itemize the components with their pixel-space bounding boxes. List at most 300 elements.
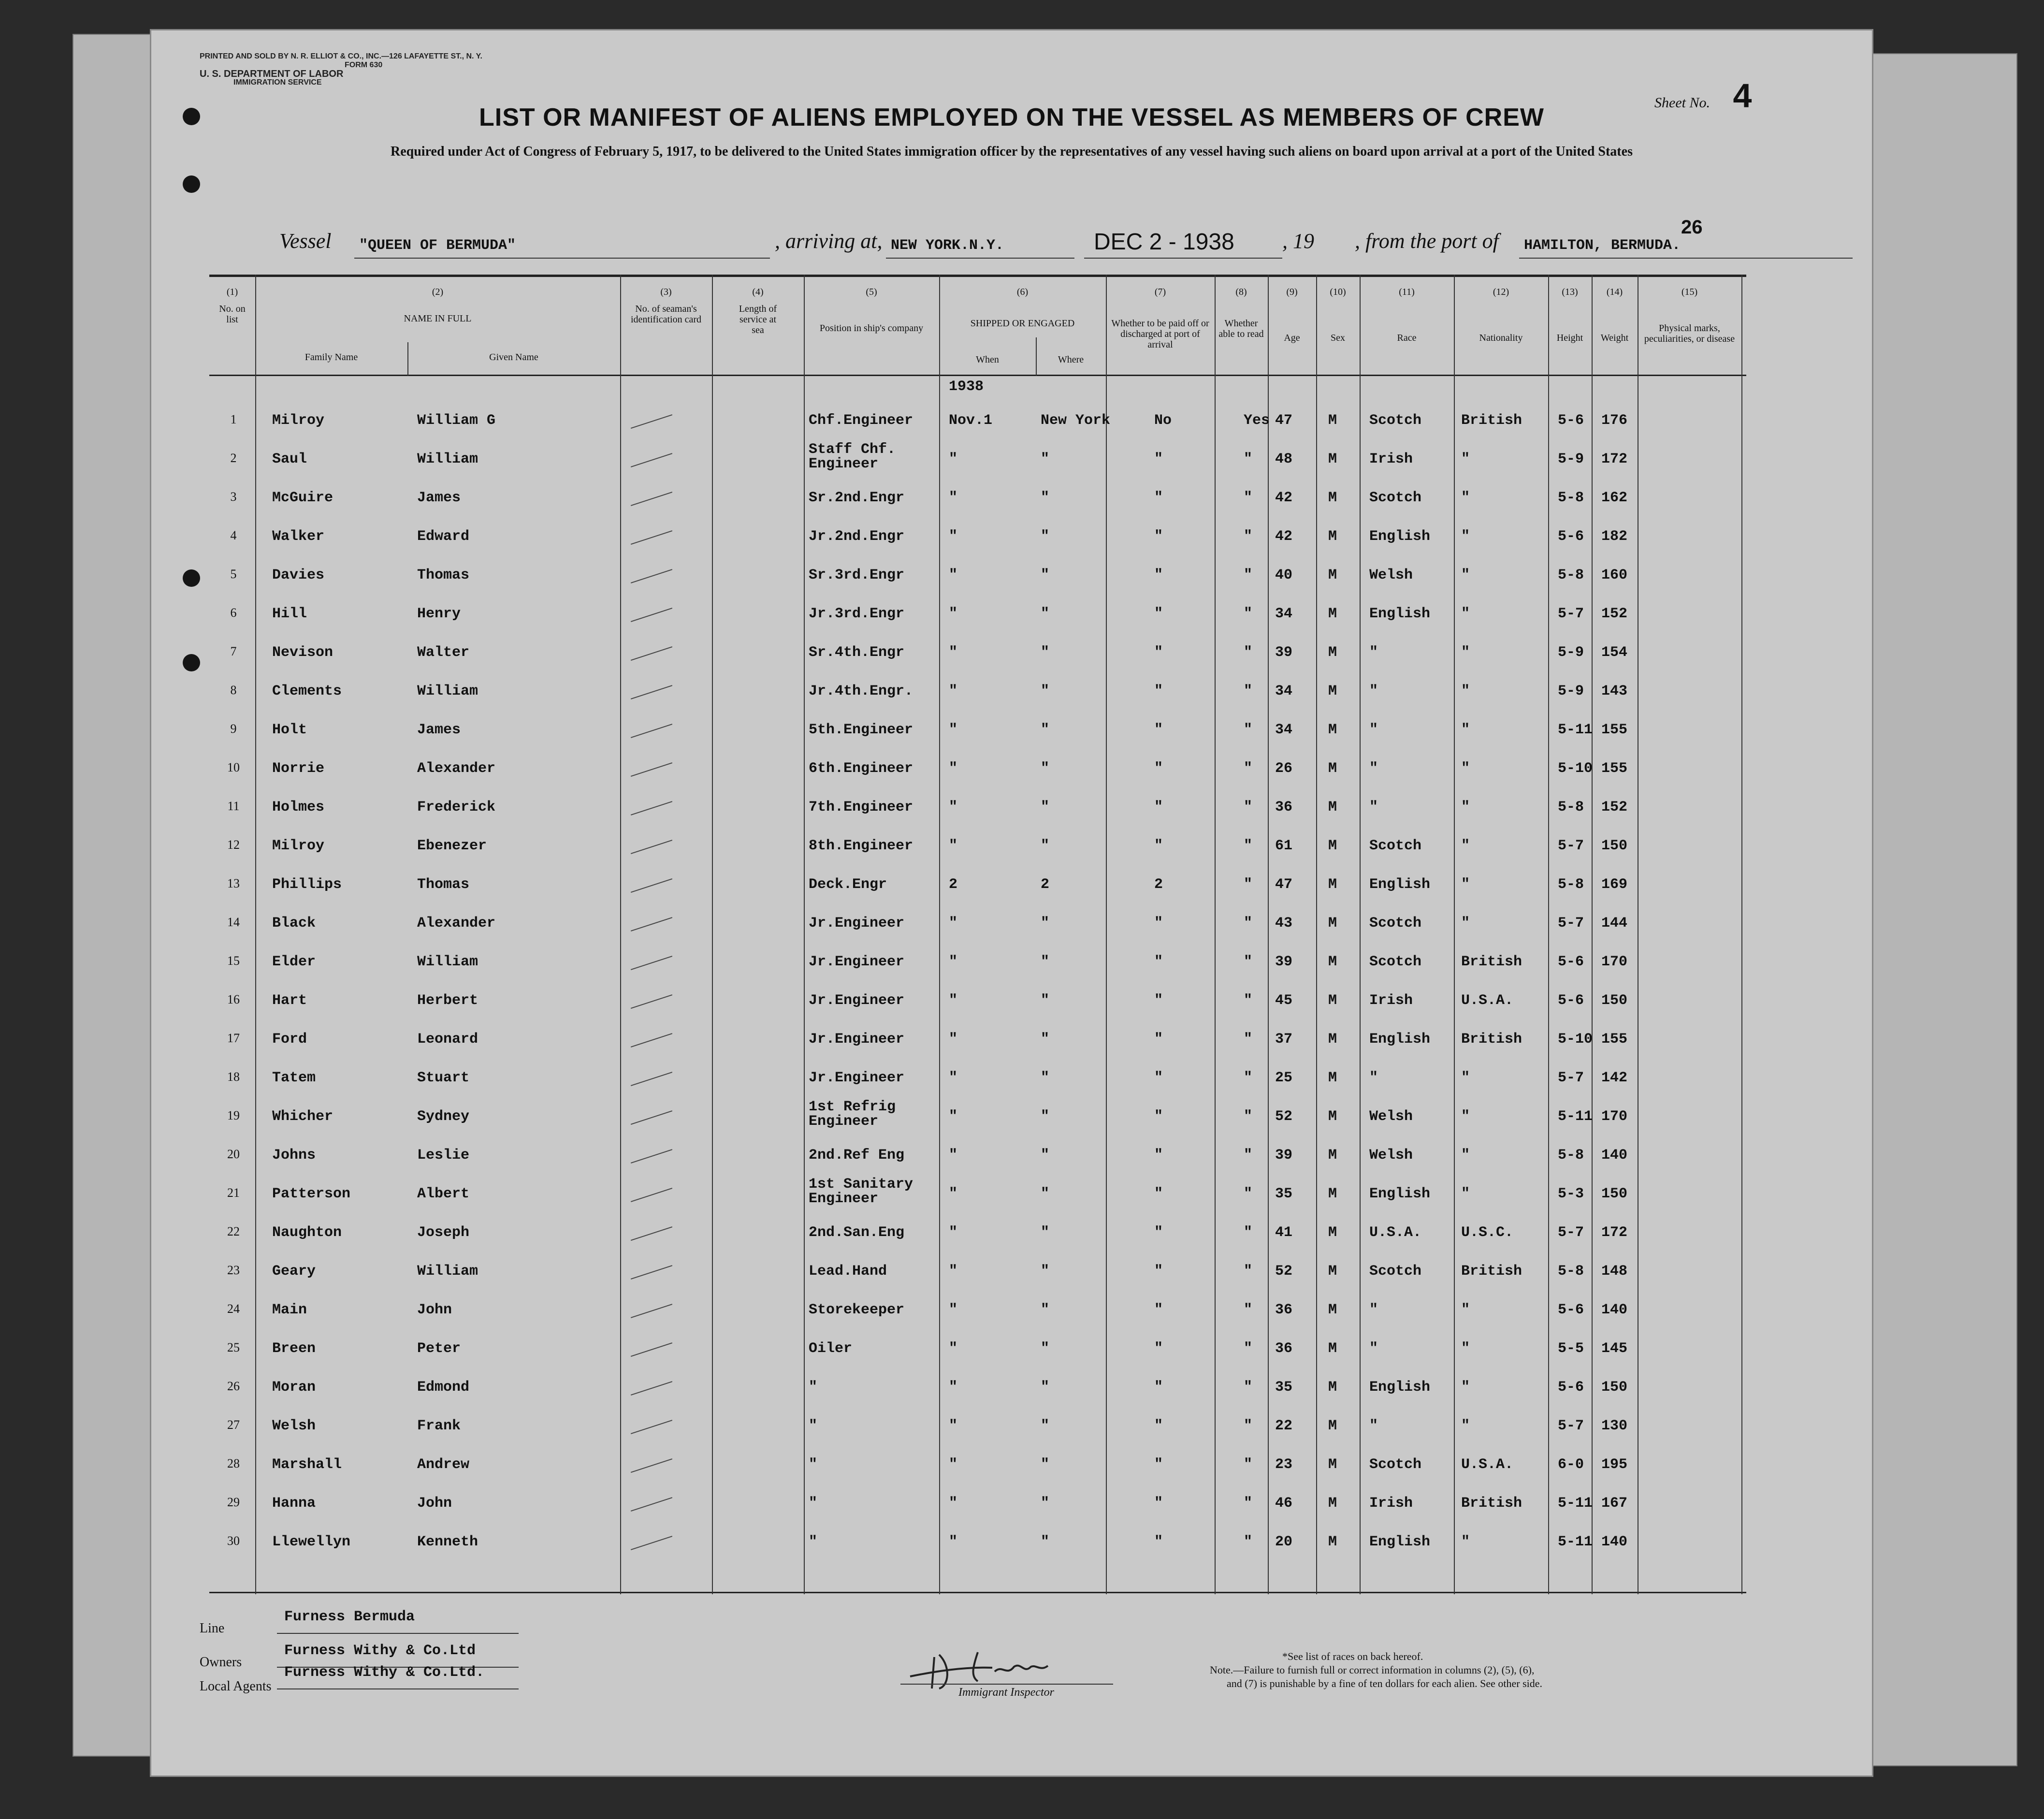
given-name: James xyxy=(417,490,461,506)
punch-hole xyxy=(183,654,200,671)
vessel-name: "QUEEN OF BERMUDA" xyxy=(359,237,516,254)
form-number: FORM 630 xyxy=(345,61,383,69)
race: Scotch xyxy=(1369,954,1422,970)
given-name: Albert xyxy=(417,1186,470,1202)
table-row xyxy=(209,1099,1746,1137)
weight: 172 xyxy=(1601,1224,1628,1241)
able-to-read: " xyxy=(1244,567,1253,583)
weight: 148 xyxy=(1601,1263,1628,1280)
position: 1st Refrig Engineer xyxy=(809,1099,896,1130)
race: Scotch xyxy=(1369,838,1422,854)
family-name: Davies xyxy=(272,567,325,583)
col3-header: No. of seaman's identification card xyxy=(630,304,702,325)
sex: M xyxy=(1328,644,1337,661)
position: Jr.2nd.Engr xyxy=(809,528,905,545)
shipped-where: " xyxy=(1041,1534,1050,1550)
nationality: British xyxy=(1461,412,1522,429)
weight: 145 xyxy=(1601,1340,1628,1357)
row-number: 15 xyxy=(227,954,240,968)
row-number: 25 xyxy=(227,1340,240,1354)
col12-header: Nationality xyxy=(1479,333,1523,343)
age: 42 xyxy=(1275,490,1293,506)
position: Deck.Engr xyxy=(809,876,887,893)
paid-off: " xyxy=(1154,1224,1163,1241)
given-name: William xyxy=(417,954,478,970)
table-row xyxy=(209,828,1746,867)
card-checkmark xyxy=(631,878,672,893)
paid-off: " xyxy=(1154,799,1163,815)
age: 42 xyxy=(1275,528,1293,545)
paid-off: " xyxy=(1154,1379,1163,1396)
sex: M xyxy=(1328,1186,1337,1202)
able-to-read: " xyxy=(1244,992,1253,1009)
sex: M xyxy=(1328,1340,1337,1357)
nationality: " xyxy=(1461,1070,1470,1086)
height: 5-7 xyxy=(1558,915,1584,931)
card-checkmark xyxy=(631,1342,672,1357)
col13-number: (13) xyxy=(1562,287,1578,297)
table-row xyxy=(209,944,1746,983)
shipped-where: " xyxy=(1041,1070,1050,1086)
paid-off: " xyxy=(1154,915,1163,931)
given-name: Thomas xyxy=(417,876,470,893)
weight: 170 xyxy=(1601,954,1628,970)
family-name: Llewellyn xyxy=(272,1534,351,1550)
weight: 172 xyxy=(1601,451,1628,467)
col11-number: (11) xyxy=(1399,287,1415,297)
position: Jr.Engineer xyxy=(809,992,905,1009)
signature-line xyxy=(900,1684,1113,1685)
family-name: Nevison xyxy=(272,644,333,661)
paid-off: " xyxy=(1154,528,1163,545)
sex: M xyxy=(1328,567,1337,583)
row-number: 4 xyxy=(230,528,237,542)
weight: 162 xyxy=(1601,490,1628,506)
given-name: Thomas xyxy=(417,567,470,583)
sex: M xyxy=(1328,722,1337,738)
shipped-when: " xyxy=(949,1108,958,1125)
race: Scotch xyxy=(1369,490,1422,506)
sex: M xyxy=(1328,1224,1337,1241)
nationality: " xyxy=(1461,1340,1470,1357)
shipped-when: " xyxy=(949,1263,958,1280)
row-number: 6 xyxy=(230,606,237,620)
able-to-read: " xyxy=(1244,1147,1253,1164)
race: Scotch xyxy=(1369,915,1422,931)
underline xyxy=(277,1633,519,1634)
sex: M xyxy=(1328,1456,1337,1473)
able-to-read: " xyxy=(1244,1456,1253,1473)
able-to-read: " xyxy=(1244,1418,1253,1434)
able-to-read: " xyxy=(1244,644,1253,661)
card-checkmark xyxy=(631,1420,672,1434)
card-checkmark xyxy=(631,840,672,854)
able-to-read: " xyxy=(1244,1340,1253,1357)
family-name: Breen xyxy=(272,1340,316,1357)
able-to-read: " xyxy=(1244,954,1253,970)
position: " xyxy=(809,1379,818,1396)
shipped-when: " xyxy=(949,1456,958,1473)
position: Jr.Engineer xyxy=(809,915,905,931)
shipped-where: " xyxy=(1041,915,1050,931)
card-checkmark xyxy=(631,646,672,661)
line-value: Furness Bermuda xyxy=(284,1609,415,1625)
crew-table xyxy=(209,275,1746,1594)
underline xyxy=(1084,258,1282,259)
able-to-read: " xyxy=(1244,1224,1253,1241)
col8-number: (8) xyxy=(1235,287,1247,297)
card-checkmark xyxy=(631,530,672,545)
table-row xyxy=(209,1447,1746,1485)
able-to-read: " xyxy=(1244,760,1253,777)
col14-header: Weight xyxy=(1600,333,1629,343)
row-number: 19 xyxy=(227,1108,240,1122)
table-row xyxy=(209,635,1746,673)
paid-off: " xyxy=(1154,1340,1163,1357)
col7-number: (7) xyxy=(1154,287,1166,297)
family-name: Johns xyxy=(272,1147,316,1164)
table-row xyxy=(209,867,1746,905)
race: English xyxy=(1369,876,1431,893)
row-number: 5 xyxy=(230,567,237,581)
weight: 160 xyxy=(1601,567,1628,583)
age: 35 xyxy=(1275,1186,1293,1202)
nationality: British xyxy=(1461,954,1522,970)
card-checkmark xyxy=(631,1536,672,1550)
race: Scotch xyxy=(1369,412,1422,429)
position: " xyxy=(809,1456,818,1473)
given-name: Henry xyxy=(417,606,461,622)
table-row xyxy=(209,1021,1746,1060)
height: 5-10 xyxy=(1558,760,1593,777)
paid-off: " xyxy=(1154,954,1163,970)
vessel-line xyxy=(151,229,1872,258)
weight: 150 xyxy=(1601,992,1628,1009)
table-row xyxy=(209,1253,1746,1292)
table-row xyxy=(209,1524,1746,1563)
card-checkmark xyxy=(631,608,672,622)
col5-header: Position in ship's company xyxy=(819,323,924,334)
weight: 167 xyxy=(1601,1495,1628,1512)
race: U.S.A. xyxy=(1369,1224,1422,1241)
shipped-where: New York xyxy=(1041,412,1111,429)
card-checkmark xyxy=(631,762,672,777)
paid-off: " xyxy=(1154,644,1163,661)
nationality: U.S.A. xyxy=(1461,1456,1514,1473)
shipped-where: " xyxy=(1041,1495,1050,1512)
sex: M xyxy=(1328,1302,1337,1318)
family-name: Walker xyxy=(272,528,325,545)
position: Staff Chf. Engineer xyxy=(809,441,896,472)
nationality: " xyxy=(1461,1534,1470,1550)
col3-number: (3) xyxy=(660,287,672,297)
row-number: 30 xyxy=(227,1534,240,1548)
arrival-port: NEW YORK.N.Y. xyxy=(891,237,1004,254)
able-to-read: " xyxy=(1244,451,1253,467)
sex: M xyxy=(1328,683,1337,699)
age: 36 xyxy=(1275,1302,1293,1318)
shipped-when: " xyxy=(949,451,958,467)
shipped-when: " xyxy=(949,1495,958,1512)
height: 5-8 xyxy=(1558,876,1584,893)
given-name: Edmond xyxy=(417,1379,470,1396)
vessel-label: Vessel xyxy=(279,229,332,253)
age: 37 xyxy=(1275,1031,1293,1048)
paid-off: " xyxy=(1154,1070,1163,1086)
arriving-label: , arriving at, xyxy=(775,229,883,253)
height: 5-8 xyxy=(1558,1263,1584,1280)
shipped-when: 2 xyxy=(949,876,958,893)
age: 34 xyxy=(1275,606,1293,622)
nationality: British xyxy=(1461,1495,1522,1512)
nationality: " xyxy=(1461,915,1470,931)
family-name: Norrie xyxy=(272,760,325,777)
given-name: Edward xyxy=(417,528,470,545)
row-number: 18 xyxy=(227,1070,240,1084)
family-name: Ford xyxy=(272,1031,307,1048)
height: 5-11 xyxy=(1558,1534,1593,1550)
position: Chf.Engineer xyxy=(809,412,913,429)
family-name: Moran xyxy=(272,1379,316,1396)
shipped-when: " xyxy=(949,915,958,931)
given-name: Alexander xyxy=(417,760,496,777)
punch-hole xyxy=(183,175,200,193)
family-name: Elder xyxy=(272,954,316,970)
shipped-when: " xyxy=(949,760,958,777)
nationality: " xyxy=(1461,760,1470,777)
shipped-when: " xyxy=(949,528,958,545)
shipped-when: " xyxy=(949,838,958,854)
family-name: Geary xyxy=(272,1263,316,1280)
sheet-number-value: 4 xyxy=(1733,77,1752,115)
weight: 140 xyxy=(1601,1534,1628,1550)
paid-off: " xyxy=(1154,451,1163,467)
table-row xyxy=(209,596,1746,635)
table-row xyxy=(209,1060,1746,1099)
height: 5-8 xyxy=(1558,1147,1584,1164)
age: 20 xyxy=(1275,1534,1293,1550)
height: 5-8 xyxy=(1558,799,1584,815)
underline xyxy=(886,258,1074,259)
race: Scotch xyxy=(1369,1263,1422,1280)
height: 5-8 xyxy=(1558,567,1584,583)
table-row xyxy=(209,1408,1746,1447)
row-number: 26 xyxy=(227,1379,240,1393)
top-rule xyxy=(209,275,1746,277)
sex: M xyxy=(1328,1147,1337,1164)
position: Storekeeper xyxy=(809,1302,905,1318)
nationality: " xyxy=(1461,1147,1470,1164)
col4-number: (4) xyxy=(752,287,764,297)
height: 5-7 xyxy=(1558,838,1584,854)
row-number: 28 xyxy=(227,1456,240,1470)
col2-number: (2) xyxy=(432,287,444,297)
paid-off: " xyxy=(1154,1302,1163,1318)
shipped-when: " xyxy=(949,1147,958,1164)
shipped-where: " xyxy=(1041,1418,1050,1434)
row-number: 8 xyxy=(230,683,237,697)
table-row xyxy=(209,712,1746,751)
nationality: " xyxy=(1461,1302,1470,1318)
shipped-where: 2 xyxy=(1041,876,1050,893)
table-row xyxy=(209,1137,1746,1176)
position: " xyxy=(809,1418,818,1434)
age: 47 xyxy=(1275,412,1293,429)
height: 5-10 xyxy=(1558,1031,1593,1048)
nationality: " xyxy=(1461,683,1470,699)
sex: M xyxy=(1328,954,1337,970)
paid-off: No xyxy=(1154,412,1172,429)
position: 2nd.San.Eng xyxy=(809,1224,905,1241)
shipped-where: " xyxy=(1041,1340,1050,1357)
table-row xyxy=(209,1331,1746,1369)
race: Scotch xyxy=(1369,1456,1422,1473)
nationality: " xyxy=(1461,799,1470,815)
row-number: 29 xyxy=(227,1495,240,1509)
given-name: Herbert xyxy=(417,992,478,1009)
weight: 150 xyxy=(1601,1379,1628,1396)
arrival-date: DEC 2 - 1938 xyxy=(1094,229,1234,255)
col5-number: (5) xyxy=(866,287,877,297)
able-to-read: " xyxy=(1244,1302,1253,1318)
owners-value: Furness Withy & Co.Ltd xyxy=(284,1643,476,1659)
sex: M xyxy=(1328,992,1337,1009)
row-number: 20 xyxy=(227,1147,240,1161)
able-to-read: " xyxy=(1244,1108,1253,1125)
race: English xyxy=(1369,1379,1431,1396)
nationality: " xyxy=(1461,1108,1470,1125)
position: Jr.4th.Engr. xyxy=(809,683,913,699)
table-row xyxy=(209,673,1746,712)
position: Sr.3rd.Engr xyxy=(809,567,905,583)
penalty-note-continued: and (7) is punishable by a fine of ten dollars for each alien. See other side. xyxy=(1227,1677,1543,1689)
shipped-where: " xyxy=(1041,1379,1050,1396)
table-row xyxy=(209,789,1746,828)
position: Jr.3rd.Engr xyxy=(809,606,905,622)
age: 36 xyxy=(1275,1340,1293,1357)
inspector-signature xyxy=(905,1638,1108,1691)
race: " xyxy=(1369,644,1378,661)
position: " xyxy=(809,1495,818,1512)
table-row xyxy=(209,519,1746,557)
family-name: Hart xyxy=(272,992,307,1009)
departure-port: HAMILTON, BERMUDA. xyxy=(1524,237,1681,254)
able-to-read: Yes xyxy=(1244,412,1270,429)
family-name: Clements xyxy=(272,683,342,699)
family-name: Main xyxy=(272,1302,307,1318)
weight: 155 xyxy=(1601,760,1628,777)
position: 8th.Engineer xyxy=(809,838,913,854)
position: Jr.Engineer xyxy=(809,1031,905,1048)
sex: M xyxy=(1328,876,1337,893)
manifest-title: LIST OR MANIFEST OF ALIENS EMPLOYED ON THE VESSEL AS MEMBERS OF CREW xyxy=(479,103,1544,131)
given-name: Frederick xyxy=(417,799,496,815)
given-name: Ebenezer xyxy=(417,838,487,854)
height: 5-8 xyxy=(1558,490,1584,506)
age: 52 xyxy=(1275,1108,1293,1125)
given-name: William xyxy=(417,683,478,699)
able-to-read: " xyxy=(1244,1263,1253,1280)
shipped-when: " xyxy=(949,490,958,506)
age: 23 xyxy=(1275,1456,1293,1473)
sex: M xyxy=(1328,1031,1337,1048)
shipped-when: " xyxy=(949,992,958,1009)
sex: M xyxy=(1328,1379,1337,1396)
race: Welsh xyxy=(1369,567,1413,583)
given-name: Joseph xyxy=(417,1224,470,1241)
family-name: Patterson xyxy=(272,1186,351,1202)
year-label: , 19 xyxy=(1282,229,1314,253)
weight: 130 xyxy=(1601,1418,1628,1434)
race: " xyxy=(1369,799,1378,815)
weight: 144 xyxy=(1601,915,1628,931)
weight: 170 xyxy=(1601,1108,1628,1125)
weight: 140 xyxy=(1601,1302,1628,1318)
weight: 154 xyxy=(1601,644,1628,661)
line-label: Line xyxy=(200,1621,225,1636)
race: Welsh xyxy=(1369,1108,1413,1125)
card-checkmark xyxy=(631,1072,672,1086)
table-row xyxy=(209,1369,1746,1408)
weight: 155 xyxy=(1601,1031,1628,1048)
race: Irish xyxy=(1369,1495,1413,1512)
col15-number: (15) xyxy=(1681,287,1698,297)
position: 6th.Engineer xyxy=(809,760,913,777)
col9-header: Age xyxy=(1284,333,1300,343)
shipped-where: " xyxy=(1041,644,1050,661)
position: Jr.Engineer xyxy=(809,1070,905,1086)
shipped-when: " xyxy=(949,1224,958,1241)
nationality: " xyxy=(1461,838,1470,854)
race: " xyxy=(1369,722,1378,738)
shipped-when: " xyxy=(949,1418,958,1434)
shipped-when: " xyxy=(949,567,958,583)
shipped-when: " xyxy=(949,1379,958,1396)
shipped-where: " xyxy=(1041,760,1050,777)
row-number: 23 xyxy=(227,1263,240,1277)
height: 5-6 xyxy=(1558,1302,1584,1318)
row-number: 9 xyxy=(230,722,237,736)
card-checkmark xyxy=(631,1458,672,1473)
age: 47 xyxy=(1275,876,1293,893)
given-name: John xyxy=(417,1495,452,1512)
shipped-where: " xyxy=(1041,567,1050,583)
given-name-header: Given Name xyxy=(489,352,538,363)
table-row xyxy=(209,1215,1746,1253)
shipped-where: " xyxy=(1041,451,1050,467)
race: English xyxy=(1369,1186,1431,1202)
given-name: Peter xyxy=(417,1340,461,1357)
shipped-where: " xyxy=(1041,1224,1050,1241)
family-name: Holmes xyxy=(272,799,325,815)
paid-off: " xyxy=(1154,683,1163,699)
col1-header: No. on list xyxy=(219,304,246,325)
nationality: U.S.C. xyxy=(1461,1224,1514,1241)
paid-off: " xyxy=(1154,567,1163,583)
paid-off: " xyxy=(1154,1108,1163,1125)
race: " xyxy=(1369,1340,1378,1357)
col6-header: SHIPPED OR ENGAGED xyxy=(970,318,1075,329)
family-name: Whicher xyxy=(272,1108,333,1125)
height: 5-3 xyxy=(1558,1186,1584,1202)
shipped-when: " xyxy=(949,954,958,970)
col8-header: Whether able to read xyxy=(1218,318,1264,339)
paid-off: " xyxy=(1154,1263,1163,1280)
weight: 155 xyxy=(1601,722,1628,738)
col12-number: (12) xyxy=(1493,287,1509,297)
race: English xyxy=(1369,528,1431,545)
col14-number: (14) xyxy=(1606,287,1623,297)
